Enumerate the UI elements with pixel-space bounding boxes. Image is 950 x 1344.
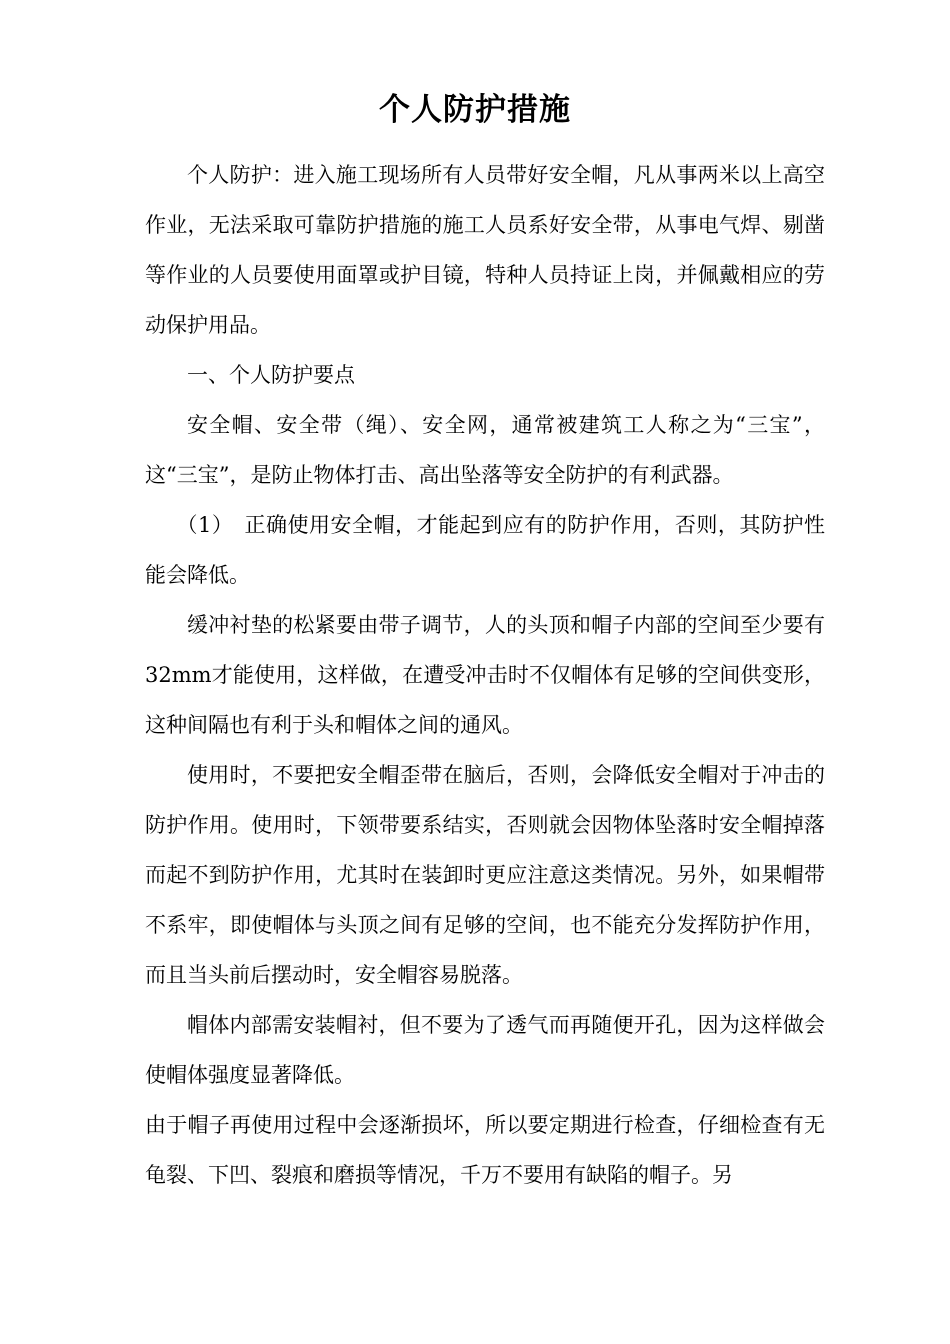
- paragraph-usage: 使用时，不要把安全帽歪带在脑后，否则，会降低安全帽对于冲击的防护作用。使用时，下领带要系结实，否则就会因物体坠落时安全帽掉落而起不到防护作用，尤其时在装卸时更应注意这类情况。另外，如果帽带不系牢，即使帽体与头顶之间有足够的空间，也不能充分发挥防护作用，而且当头前后摆动时，安全帽容易脱落。: [145, 763, 825, 987]
- paragraph-item-1: （1） 正确使用安全帽，才能起到应有的防护作用，否则，其防护性能会降低。: [145, 513, 825, 587]
- paragraph-lining: 帽体内部需安装帽衬，但不要为了透气而再随便开孔，因为这样做会使帽体强度显著降低。: [145, 1013, 825, 1087]
- paragraph-personal-protection: 个人防护：进入施工现场所有人员带好安全帽，凡从事两米以上高空作业，无法采取可靠防护措施的施工人员系好安全带，从事电气焊、剔凿等作业的人员要使用面罩或护目镜，特种人员持证上岗，并佩戴相应的劳动保护用品。: [145, 163, 825, 337]
- paragraph-cushion: 缓冲衬垫的松紧要由带子调节，人的头顶和帽子内部的空间至少要有32mm才能使用，这样做，在遭受冲击时不仅帽体有足够的空间供变形，这种间隔也有利于头和帽体之间的通风。: [145, 613, 825, 737]
- section-heading-key-points: 一、个人防护要点: [187, 363, 355, 387]
- document-title: 个人防护措施: [379, 92, 571, 128]
- document-body: [145, 150, 825, 1200]
- paragraph-inspection: 由于帽子再使用过程中会逐渐损坏，所以要定期进行检查，仔细检查有无龟裂、下凹、裂痕和磨损等情况，千万不要用有缺陷的帽子。另: [145, 1113, 825, 1187]
- paragraph-three-treasures: 安全帽、安全带（绳）、安全网，通常被建筑工人称之为“三宝”，这“三宝”，是防止物体打击、高出坠落等安全防护的有利武器。: [145, 413, 825, 487]
